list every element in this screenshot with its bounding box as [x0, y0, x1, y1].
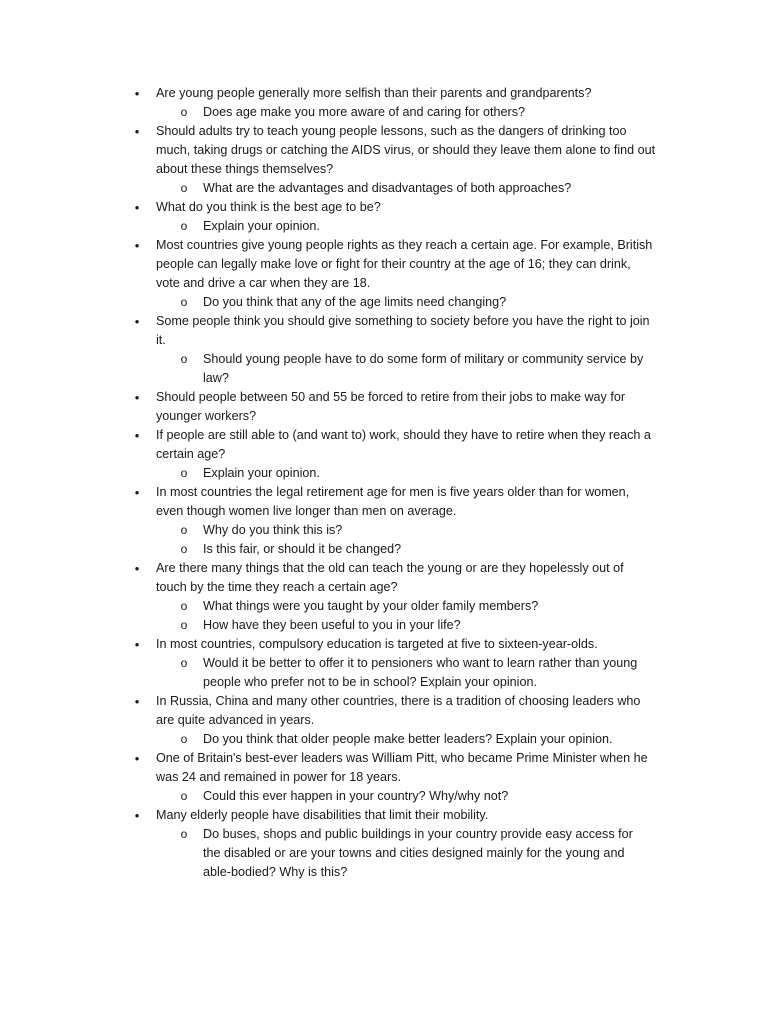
circle-bullet-icon: o: [180, 352, 188, 366]
sub-question-list: [156, 293, 656, 312]
question-item: [0, 692, 656, 749]
question-text: If people are still able to (and want to) work, should they have to retire when they reach a certain age?: [156, 428, 651, 461]
sub-question-list: [156, 730, 656, 749]
circle-bullet-icon: o: [180, 618, 188, 632]
question-text: In most countries, compulsory education is targeted at five to sixteen-year-olds.: [156, 637, 598, 651]
sub-question-list: [156, 464, 656, 483]
bullet-icon: •: [134, 124, 140, 139]
sub-question-text: Would it be better to offer it to pensioners who want to learn rather than young people who prefer not to be in school? Explain your opinion.: [203, 656, 638, 689]
sub-question-list: [156, 103, 656, 122]
sub-question-item: [0, 787, 651, 806]
question-item: [0, 236, 656, 312]
sub-question-list: [156, 787, 656, 806]
circle-bullet-icon: o: [180, 523, 188, 537]
bullet-icon: •: [134, 808, 140, 823]
circle-bullet-icon: o: [180, 181, 188, 195]
circle-bullet-icon: o: [180, 656, 188, 670]
sub-question-item: [0, 521, 651, 540]
circle-bullet-icon: o: [180, 542, 188, 556]
question-list: [0, 84, 768, 882]
question-text: Are young people generally more selfish than their parents and grandparents?: [156, 86, 592, 100]
sub-question-text: Explain your opinion.: [203, 466, 320, 480]
question-text: Some people think you should give something to society before you have the right to join it.: [156, 314, 650, 347]
question-item: [0, 635, 656, 692]
bullet-icon: •: [134, 390, 140, 405]
sub-question-list: [156, 217, 656, 236]
sub-question-item: [0, 217, 651, 236]
sub-question-item: [0, 597, 651, 616]
question-text: Are there many things that the old can teach the young or are they hopelessly out of touch by the time they reach a certain age?: [156, 561, 624, 594]
question-item: [0, 312, 656, 388]
circle-bullet-icon: o: [180, 732, 188, 746]
bullet-icon: •: [134, 314, 140, 329]
circle-bullet-icon: o: [180, 466, 188, 480]
question-item: [0, 483, 656, 559]
sub-question-text: Explain your opinion.: [203, 219, 320, 233]
question-item: [0, 426, 656, 483]
question-item: [0, 806, 656, 882]
sub-question-item: [0, 825, 651, 882]
sub-question-item: [0, 540, 651, 559]
question-text: What do you think is the best age to be?: [156, 200, 381, 214]
question-item: [0, 122, 656, 198]
bullet-icon: •: [134, 694, 140, 709]
sub-question-text: Should young people have to do some form of military or community service by law?: [203, 352, 644, 385]
question-text: Many elderly people have disabilities that limit their mobility.: [156, 808, 489, 822]
sub-question-text: How have they been useful to you in your life?: [203, 618, 461, 632]
bullet-icon: •: [134, 200, 140, 215]
circle-bullet-icon: o: [180, 789, 188, 803]
sub-question-text: Do you think that any of the age limits need changing?: [203, 295, 507, 309]
sub-question-text: Does age make you more aware of and caring for others?: [203, 105, 526, 119]
sub-question-item: [0, 350, 651, 388]
sub-question-text: Do buses, shops and public buildings in your country provide easy access for the disabled or are your towns and cities designed mainly for the young and able-bodied? Why is this?: [203, 827, 633, 879]
question-item: [0, 388, 656, 426]
sub-question-text: What things were you taught by your older family members?: [203, 599, 539, 613]
circle-bullet-icon: o: [180, 105, 188, 119]
bullet-icon: •: [134, 428, 140, 443]
sub-question-text: Do you think that older people make better leaders? Explain your opinion.: [203, 732, 613, 746]
document-page: [0, 84, 768, 882]
circle-bullet-icon: o: [180, 827, 188, 841]
sub-question-list: [156, 597, 656, 635]
bullet-icon: •: [134, 238, 140, 253]
sub-question-item: [0, 293, 651, 312]
sub-question-list: [156, 350, 656, 388]
circle-bullet-icon: o: [180, 219, 188, 233]
sub-question-list: [156, 521, 656, 559]
sub-question-text: Why do you think this is?: [203, 523, 343, 537]
question-item: [0, 749, 656, 806]
question-text: One of Britain's best-ever leaders was William Pitt, who became Prime Minister when he was 24 and remained in power for 18 years.: [156, 751, 648, 784]
sub-question-item: [0, 654, 651, 692]
sub-question-text: What are the advantages and disadvantages of both approaches?: [203, 181, 572, 195]
question-item: [0, 559, 656, 635]
circle-bullet-icon: o: [180, 295, 188, 309]
bullet-icon: •: [134, 86, 140, 101]
sub-question-item: [0, 179, 651, 198]
bullet-icon: •: [134, 637, 140, 652]
bullet-icon: •: [134, 751, 140, 766]
sub-question-text: Is this fair, or should it be changed?: [203, 542, 402, 556]
sub-question-list: [156, 654, 656, 692]
question-text: In most countries the legal retirement age for men is five years older than for women, even though women live longer than men on average.: [156, 485, 630, 518]
sub-question-item: [0, 103, 651, 122]
sub-question-list: [156, 179, 656, 198]
sub-question-item: [0, 464, 651, 483]
circle-bullet-icon: o: [180, 599, 188, 613]
bullet-icon: •: [134, 561, 140, 576]
sub-question-item: [0, 730, 651, 749]
question-text: Should adults try to teach young people lessons, such as the dangers of drinking too much, taking drugs or catching the AIDS virus, or should they leave them alone to find out about these things themselves?: [156, 124, 656, 176]
question-text: In Russia, China and many other countries, there is a tradition of choosing leaders who are quite advanced in years.: [156, 694, 641, 727]
question-text: Should people between 50 and 55 be forced to retire from their jobs to make way for younger workers?: [156, 390, 626, 423]
question-text: Most countries give young people rights as they reach a certain age. For example, British people can legally make love or fight for their country at the age of 16; they can drink, vote and drive a car when they are 18.: [156, 238, 653, 290]
question-item: [0, 198, 656, 236]
bullet-icon: •: [134, 485, 140, 500]
sub-question-item: [0, 616, 651, 635]
question-item: [0, 84, 656, 122]
sub-question-list: [156, 825, 656, 882]
sub-question-text: Could this ever happen in your country? Why/why not?: [203, 789, 509, 803]
